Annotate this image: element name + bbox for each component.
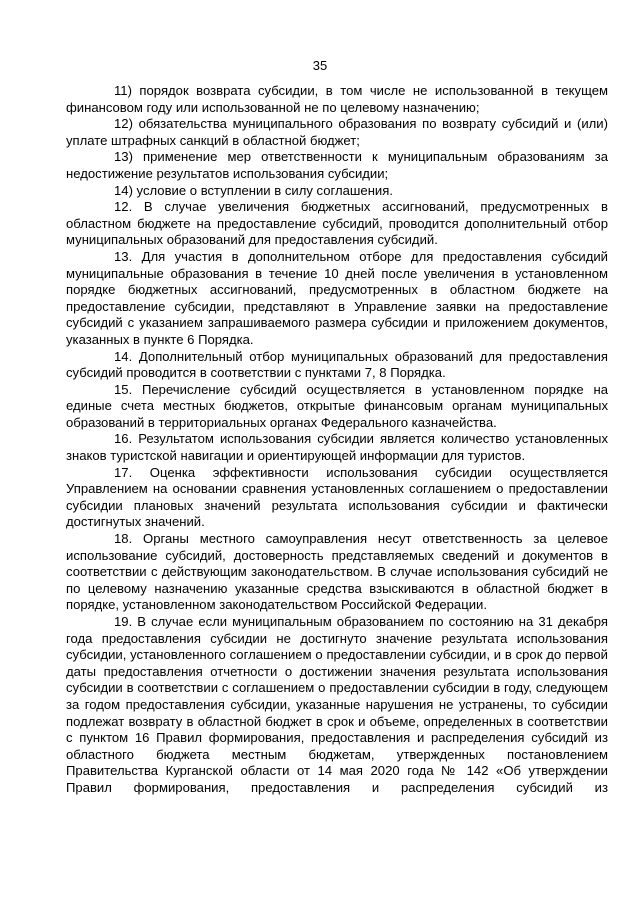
paragraph-item-13: 13) применение мер ответственности к муниципальным образованиям за недостижение результатов использования субсидии; xyxy=(66,149,608,181)
document-body xyxy=(66,83,608,797)
paragraph-clause-17: 17. Оценка эффективности использования субсидии осуществляется Управлением на основании сравнения установленных соглашением о предоставлении субсидии плановых значений результата использования субсидии и фактически достигнутых значений. xyxy=(66,464,608,530)
paragraph-item-11: 11) порядок возврата субсидии, в том числе не использованной в текущем финансовом году или использованной не по целевому назначению; xyxy=(66,83,608,115)
paragraph-item-12: 12) обязательства муниципального образования по возврату субсидий и (или) уплате штрафных санкций в областной бюджет; xyxy=(66,116,608,148)
paragraph-clause-16: 16. Результатом использования субсидии является количество установленных знаков туристской навигации и ориентирующей информации для туристов. xyxy=(66,431,608,464)
paragraph-item-14: 14) условие о вступлении в силу соглашения. xyxy=(114,182,393,198)
paragraph-clause-15: 15. Перечисление субсидий осуществляется в установленном порядке на единые счета местных бюджетов, открытые финансовым органам муниципальных образований в территориальных органах Федерального казначейства. xyxy=(66,381,608,430)
paragraph-clause-13: 13. Для участия в дополнительном отборе для предоставления субсидий муниципальные образования в течение 10 дней после увеличения в установленном порядке бюджетных ассигнований, предусмотренных в областном бюджете на предоставление субсидии, представляют в Управление заявки на предоставление субсидий с указанием запрашиваемого размера субсидии и приложением документов, указанных в пункте 6 Порядка. xyxy=(66,248,608,347)
paragraph-clause-19: 19. В случае если муниципальным образованием по состоянию на 31 декабря года предоставления субсидии не достигнуто значение результата использования субсидии, установленного соглашением о предоставлении субсидии, и в срок до первой даты предоставления отчетности о достижении значения результата использования субсидии в соответствии с соглашением о предоставлении субсидии в году, следующем за годом предоставления субсидии, указанные нарушения не устранены, то субсидии подлежат возврату в областной бюджет в срок и объеме, определенных в соответствии с пунктом 16 Правил формирования, предоставления и распределения субсидий из областного бюджета местным бюджетам, утвержденных постановлением Правительства Курганской области от 14 мая 2020 года № 142 «Об утверждении Правил формирования, предоставления и распределения субсидий из xyxy=(66,614,608,795)
paragraph-clause-12: 12. В случае увеличения бюджетных ассигнований, предусмотренных в областном бюджете на предоставление субсидий, проводится дополнительный отбор муниципальных образований для предоставления субсидий. xyxy=(66,199,608,248)
paragraph-clause-14: 14. Дополнительный отбор муниципальных образований для предоставления субсидий проводится в соответствии с пунктами 7, 8 Порядка. xyxy=(66,348,608,381)
page-number: 35 xyxy=(312,58,328,73)
paragraph-clause-18: 18. Органы местного самоуправления несут ответственность за целевое использование субсидий, достоверность представляемых сведений и документов в соответствии с действующим законодательством. В случае использования субсидий не по целевому назначению указанные средства взыскиваются в областной бюджет в порядке, установленном законодательством Российской Федерации. xyxy=(66,531,608,613)
